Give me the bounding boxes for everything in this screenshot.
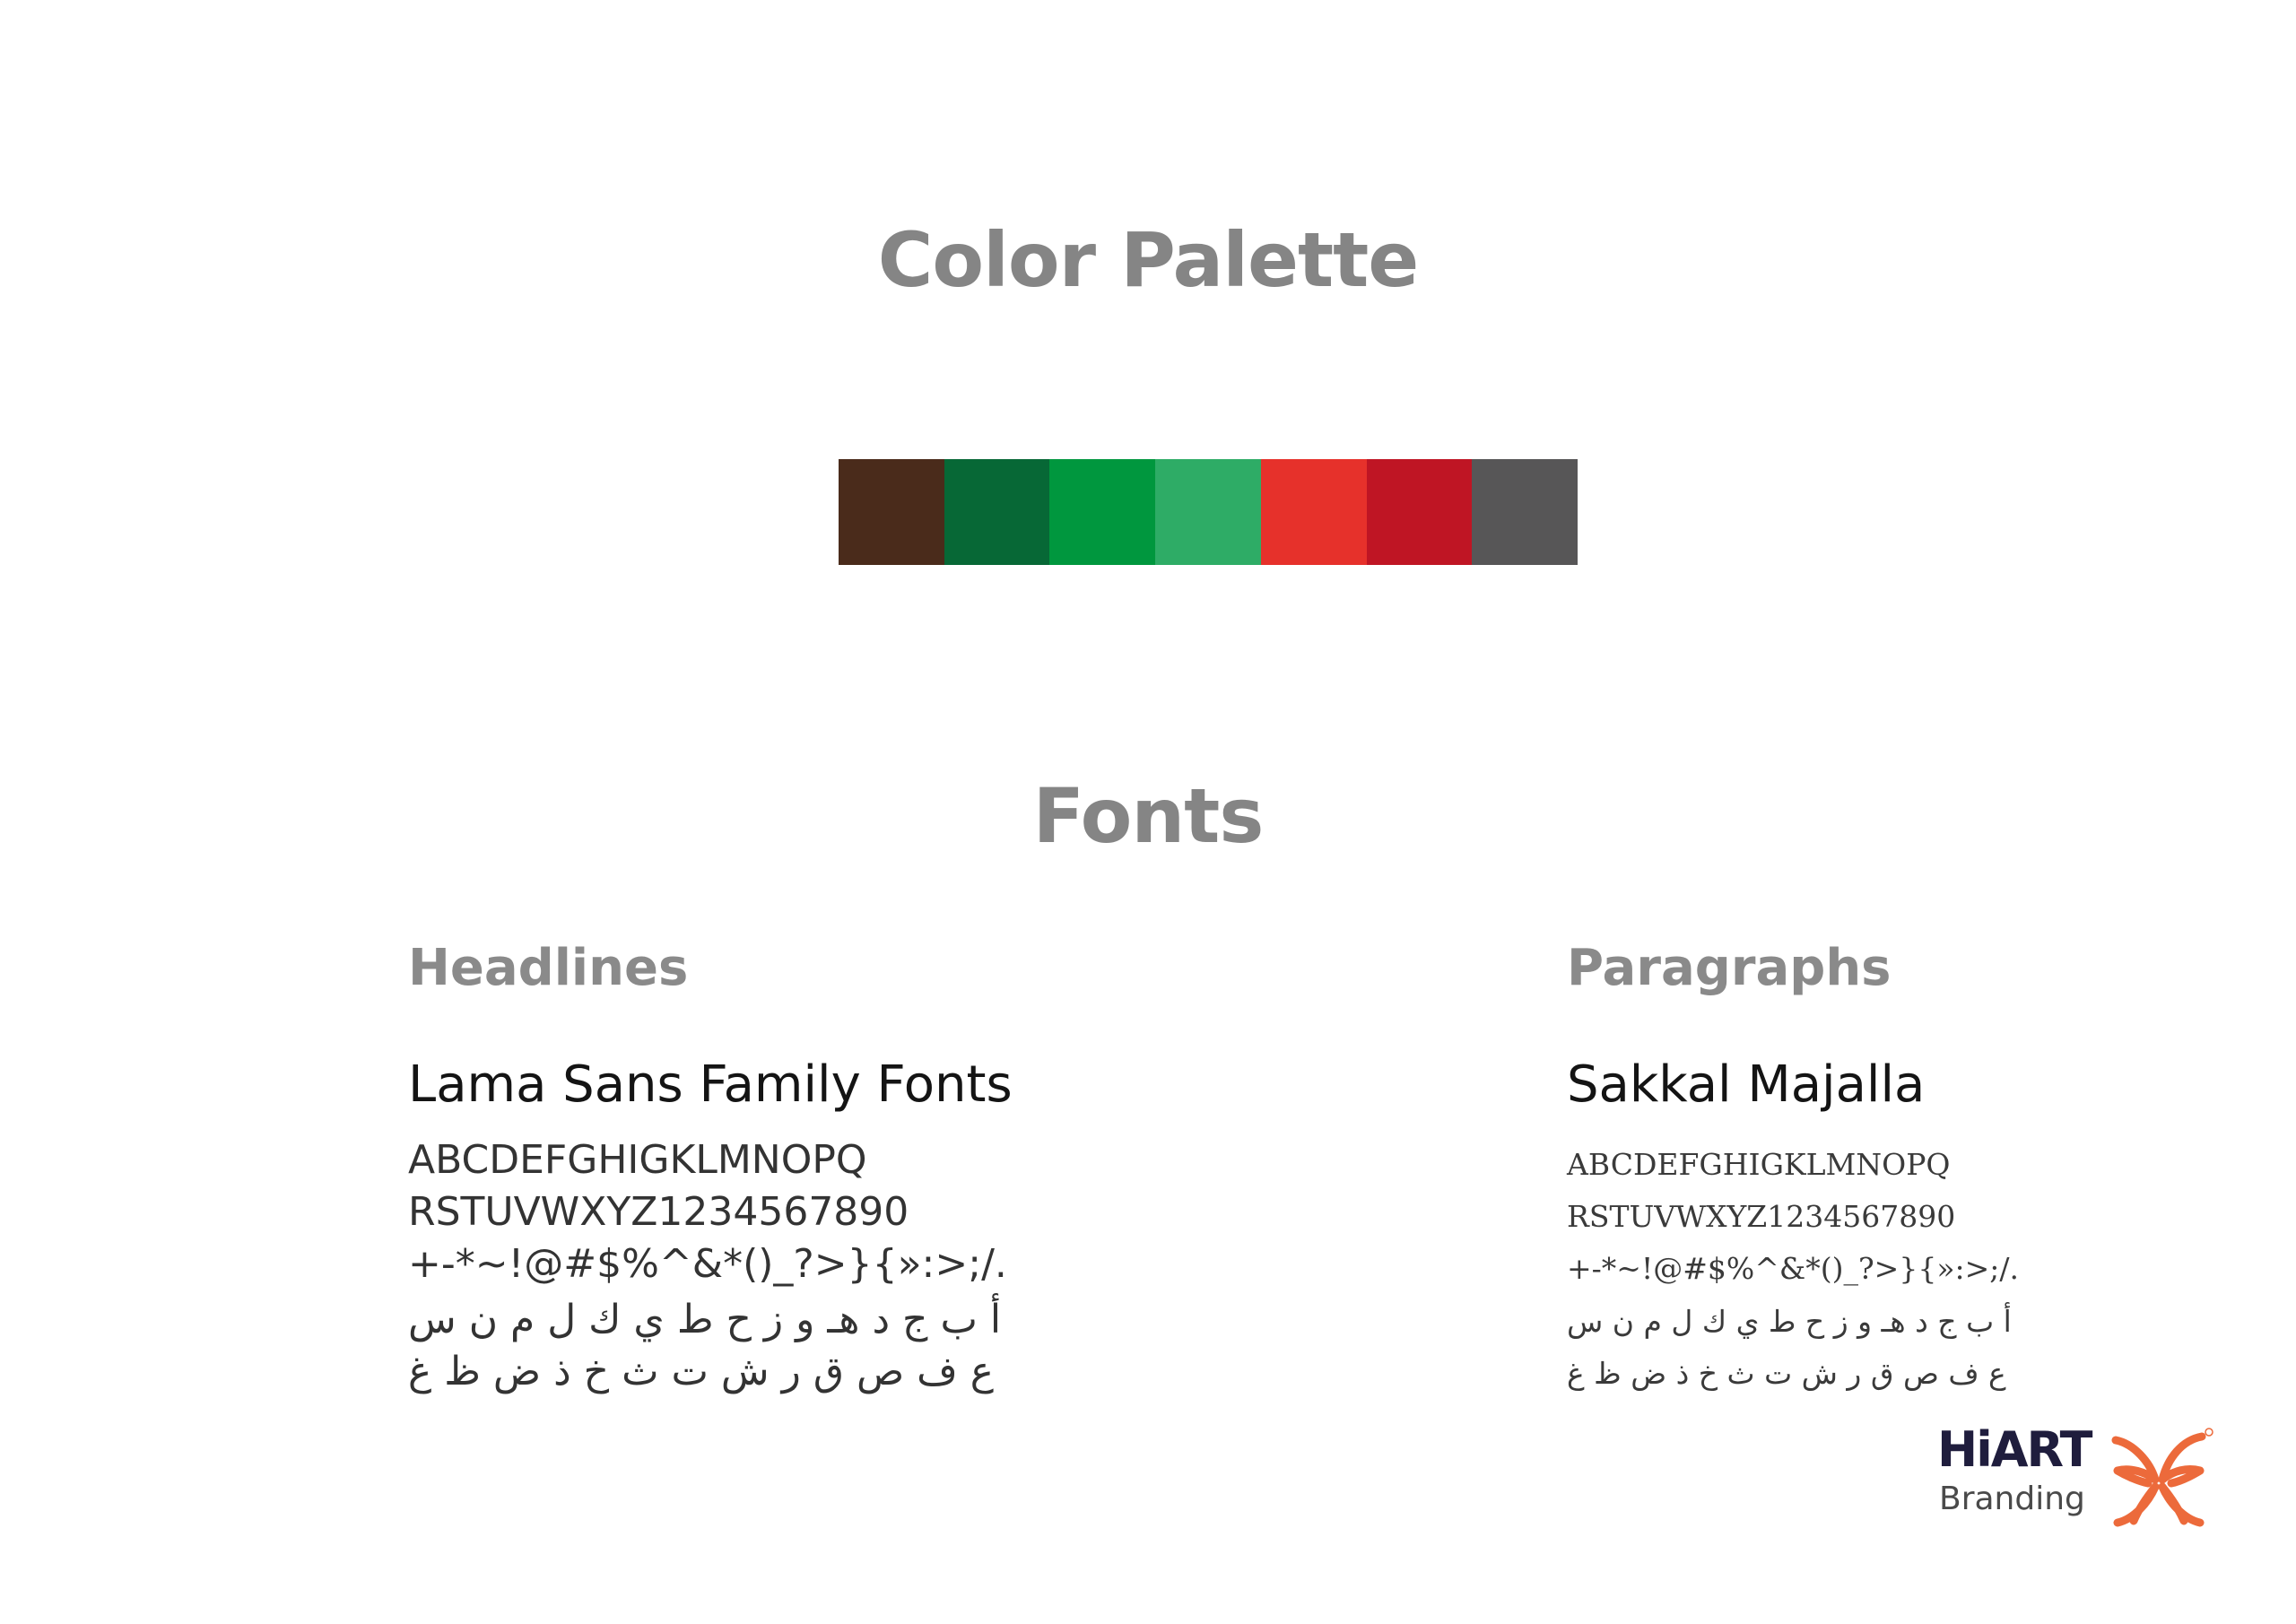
paragraphs-column [1567, 937, 2069, 1391]
paragraphs-font-name: Sakkal Majalla [1567, 1055, 1926, 1114]
color-palette [839, 459, 1578, 565]
butterfly-icon [2103, 1426, 2215, 1538]
swatch-gray [1472, 459, 1578, 565]
headlines-sample-line-1: ABCDEFGHIGKLMNOPQ [408, 1137, 867, 1183]
headlines-sample-line-3: +-*~!@#$%^&*()_?>}{»:>;/. [408, 1241, 1007, 1287]
logo-wordmark: HiART [1937, 1421, 2092, 1478]
paragraphs-sample-arabic-1: أ ب ج د هـ و ز ح ط ي ك ل م ن س [1567, 1304, 2012, 1339]
paragraphs-label: Paragraphs [1567, 939, 1892, 997]
color-palette-title: Color Palette [877, 216, 1419, 304]
paragraphs-sample-arabic-2: ع ف ص ق ر ش ت ث خ ذ ض ظ غ [1567, 1356, 2006, 1391]
swatch-dark-red [1367, 459, 1473, 565]
headlines-sample-arabic-2: ع ف ص ق ر ش ت ث خ ذ ض ظ غ [408, 1349, 994, 1394]
fonts-title: Fonts [1032, 772, 1264, 860]
swatch-red [1261, 459, 1367, 565]
headlines-label: Headlines [408, 939, 689, 997]
swatch-dark-brown [839, 459, 944, 565]
headlines-sample-arabic-1: أ ب ج د هـ و ز ح ط ي ك ل م ن س [408, 1297, 1002, 1342]
headlines-sample-line-2: RSTUVWXYZ1234567890 [408, 1189, 909, 1235]
paragraphs-sample-line-2: RSTUVWXYZ1234567890 [1567, 1199, 1956, 1234]
swatch-light-green [1155, 459, 1261, 565]
headlines-font-name: Lama Sans Family Fonts [408, 1055, 1013, 1114]
swatch-dark-green [944, 459, 1050, 565]
paragraphs-sample-line-1: ABCDEFGHIGKLMNOPQ [1567, 1147, 1951, 1182]
hiart-logo [1937, 1421, 2224, 1542]
logo-tagline: Branding [1939, 1481, 2085, 1517]
headlines-column [408, 937, 1090, 1394]
swatch-green [1049, 459, 1155, 565]
paragraphs-sample-line-3: +-*~!@#$%^&*()_?>}{»:>;/. [1567, 1251, 2020, 1286]
